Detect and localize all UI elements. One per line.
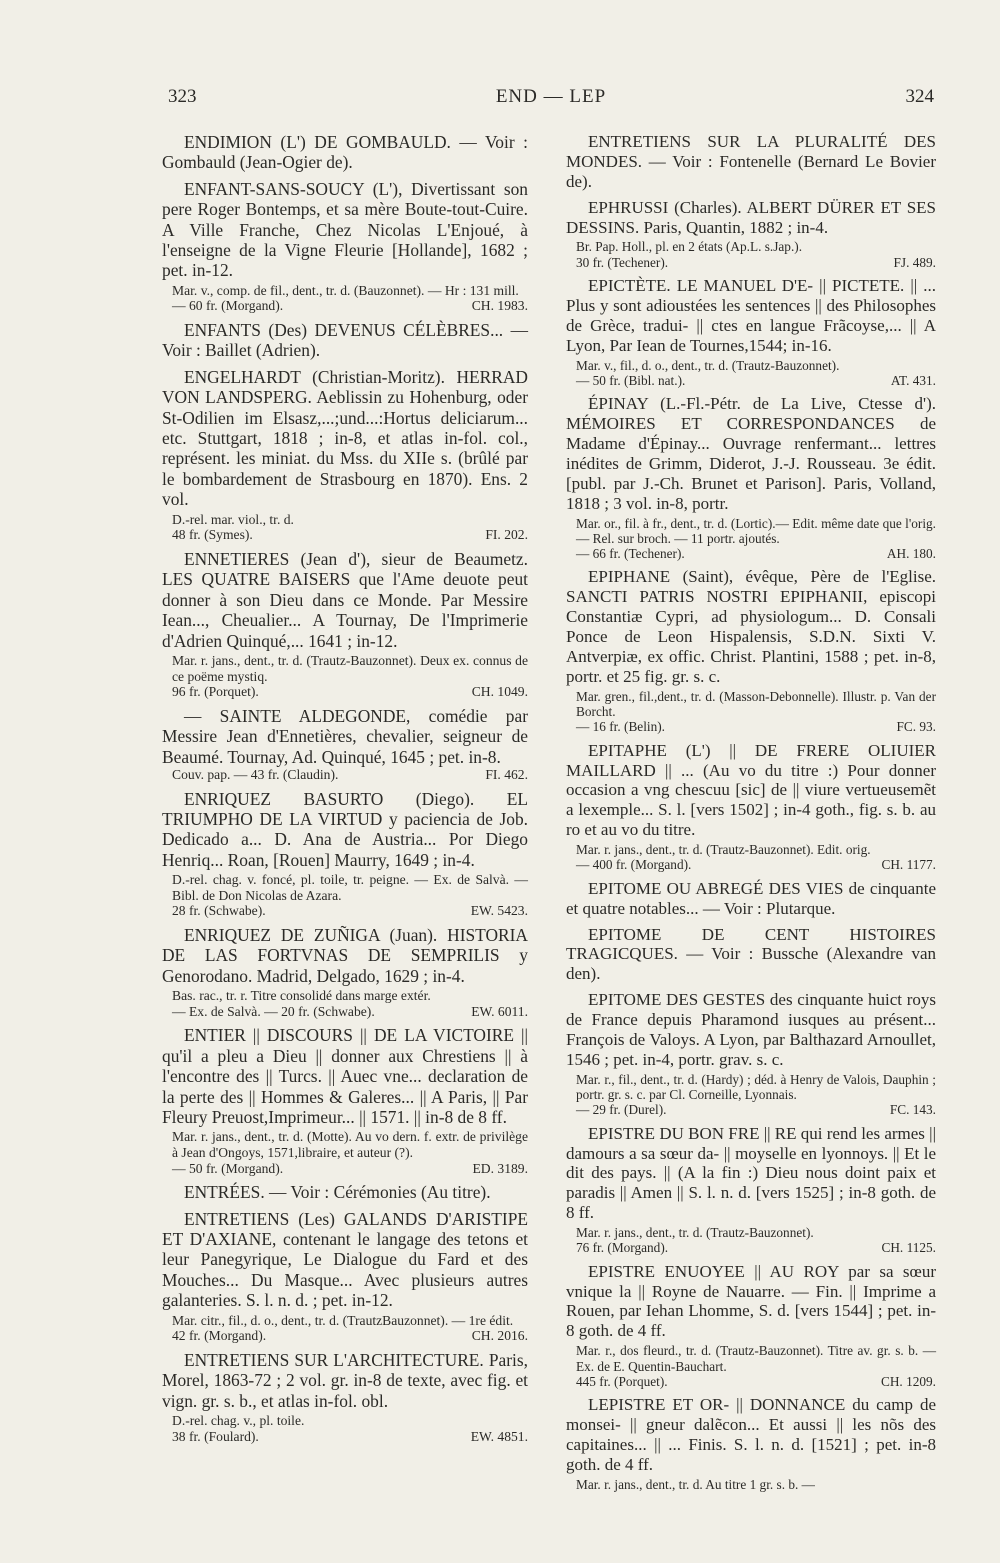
entry-price: 76 fr. (Morgand). xyxy=(576,1240,669,1256)
entry-description: ENDIMION (L') DE GOMBAULD. — Voir : Gombauld (Jean-Ogier de). xyxy=(162,132,528,173)
running-title: END — LEP xyxy=(495,86,607,107)
entry-sale xyxy=(566,1240,936,1255)
entry-reference: ED. 3189. xyxy=(472,1160,528,1176)
catalog-entry xyxy=(162,320,528,361)
running-header xyxy=(168,86,934,116)
catalog-entry xyxy=(162,179,528,314)
entry-binding-note: Mar. r. jans., dent., tr. d. (Motte). Au vo dern. f. extr. de privilège à Jean d'Ongoys, 1571,libraire, et auteur (?). xyxy=(172,1129,528,1160)
entry-binding-note: Mar. v., fil., d. o., dent., tr. d. (Trautz-Bauzonnet). xyxy=(576,357,840,373)
entry-sale xyxy=(162,1429,528,1445)
catalog-entry xyxy=(566,925,936,985)
entry-sale xyxy=(566,255,936,270)
entry-price: 48 fr. (Symes). xyxy=(172,527,253,543)
catalog-entry xyxy=(566,394,936,561)
entry-reference: EW. 5423. xyxy=(470,903,528,919)
entry-price: — Ex. de Salvà. — 20 fr. (Schwabe). xyxy=(172,1003,375,1019)
page-number-left: 323 xyxy=(168,86,197,107)
entry-binding-note: Mar. v., comp. de fil., dent., tr. d. (Bauzonnet). — Hr : 131 mill. xyxy=(172,282,519,298)
entry-reference: FC. 93. xyxy=(896,719,936,735)
entry-sale xyxy=(162,903,528,919)
entry-price: — 400 fr. (Morgand). xyxy=(576,857,692,873)
entry-price: — 60 fr. (Morgand). xyxy=(172,298,284,314)
entry-description: EPITAPHE (L') || DE FRERE OLIUIER MAILLARD || ... (Au vo du titre :) Pour donner occasion a vng chescuu [sic] de || viure vertueusemẽt a lexemple... S. l. [vers 1502] ; in-4 goth., fig. s. b. au ro et au vo du titre. xyxy=(566,740,936,840)
entry-binding-note: D.-rel. chag. v., pl. toile. xyxy=(172,1412,305,1428)
entry-price: — 29 fr. (Durel). xyxy=(576,1102,667,1118)
entry-description: ENTRÉES. — Voir : Cérémonies (Au titre). xyxy=(184,1182,491,1203)
entry-binding-note: Mar. citr., fil., d. o., dent., tr. d. (TrautzBauzonnet). — 1re édit. xyxy=(172,1312,514,1328)
catalog-entry xyxy=(566,1124,936,1256)
entry-sale xyxy=(162,527,528,543)
entry-description: EPITOME OU ABREGÉ DES VIES de cinquante et quatre notables... — Voir : Plutarque. xyxy=(566,878,936,918)
entry-binding-note: Mar. or., fil. à fr., dent., tr. d. (Lortic).— Edit. même date que l'orig. — Rel. sur broch. — 11 portr. ajoutés. xyxy=(576,515,936,546)
entry-description: ENRIQUEZ BASURTO (Diego). EL TRIUMPHO DE LA VIRTUD y paciencia de Job. Dedicado a... D. Ana de Austria... Por Diego Henriq... Roan, [Rouen] Maurry, 1649 ; in-4. xyxy=(162,788,528,870)
catalog-entry xyxy=(162,367,528,543)
catalog-entry xyxy=(566,1395,936,1492)
entry-reference: CH. 1125. xyxy=(881,1240,936,1256)
catalog-entry xyxy=(162,925,528,1019)
entry-reference: EW. 4851. xyxy=(470,1428,528,1444)
entry-reference: CH. 1049. xyxy=(471,684,528,700)
entry-description: ENTIER || DISCOURS || DE LA VICTOIRE || qu'il a pleu a Dieu || donner aux Chrestiens || à l'encontre des || Turcs. || Auec vne... declaration de la perte des || Hommes & Galeres... || A Paris, || Par Fleury Preuost,Imprimeur... || 1571. || in-8 de 8 ff. xyxy=(162,1025,528,1127)
entry-price: — 50 fr. (Morgand). xyxy=(172,1160,284,1176)
catalog-entry xyxy=(566,741,936,873)
entry-binding-note: Mar. r. jans., dent., tr. d. (Trautz-Bauzonnet). Edit. orig. xyxy=(576,842,871,858)
entry-reference: FJ. 489. xyxy=(893,254,936,270)
entry-description: ENFANT-SANS-SOUCY (L'), Divertissant son pere Roger Bontemps, et sa mère Boute-tout-Cuire. A Ville Franche, Chez Nicolas L'Enjoué, à l'enseigne de la Vigne Fleurie [Hollande], 1682 ; pet. in-12. xyxy=(162,178,528,281)
page-number-right: 324 xyxy=(905,86,934,107)
entry-binding-note: Br. Pap. Holl., pl. en 2 états (Ap.L. s.Jap.). xyxy=(576,239,803,255)
catalog-entry xyxy=(566,567,936,734)
entry-sale xyxy=(566,857,936,872)
left-column xyxy=(162,132,528,1450)
entry-binding-note: Mar. r. jans., dent., tr. d. (Trautz-Bauzonnet). xyxy=(576,1225,814,1241)
entry-price: — 16 fr. (Belin). xyxy=(576,719,666,735)
entry-price: 96 fr. (Porquet). xyxy=(172,684,259,700)
entry-binding-note: Bas. rac., tr. r. Titre consolidé dans marge extér. xyxy=(172,988,431,1004)
catalog-entry xyxy=(162,1182,528,1202)
catalog-entry xyxy=(566,132,936,192)
catalog-entry xyxy=(566,990,936,1117)
entry-description: ENRIQUEZ DE ZUÑIGA (Juan). HISTORIA DE LAS FORTVNAS DE SEMPRILIS y Genorodano. Madrid, Delgado, 1629 ; in-4. xyxy=(162,924,528,986)
entry-description: ENTRETIENS SUR LA PLURALITÉ DES MONDES. — Voir : Fontenelle (Bernard Le Bovier de). xyxy=(566,132,936,191)
entry-reference: CH. 1177. xyxy=(881,857,936,873)
entry-description: ÉPINAY (L.-Fl.-Pétr. de La Live, Ctesse d'). MÉMOIRES ET CORRESPONDANCES de Madame d'Épinay... Ouvrage renfermant... lettres inédites de Grimm, Diderot, J.-J. Rousseau. 3e édit. [publ. par J.-Ch. Brunet et Parison]. Paris, Volland, 1818 ; 3 vol. in-8, portr. xyxy=(566,394,936,513)
entry-description: EPITOME DE CENT HISTOIRES TRAGICQUES. — Voir : Bussche (Alexandre van den). xyxy=(566,924,936,984)
catalog-entry xyxy=(566,879,936,919)
entry-price: 445 fr. (Porquet). xyxy=(576,1373,668,1389)
entry-sale xyxy=(566,546,936,561)
entry-sale xyxy=(162,298,528,314)
entry-sale xyxy=(566,1102,936,1117)
entry-reference: CH. 2016. xyxy=(471,1328,528,1344)
entry-description: — SAINTE ALDEGONDE, comédie par Messire Jean d'Ennetières, chevalier, seigneur de Beaumé. Tournay, Ad. Quinqué, 1645 ; pet. in-8. xyxy=(162,705,528,767)
entry-price: — 66 fr. (Techener). xyxy=(576,546,685,562)
entry-description: ENFANTS (Des) DEVENUS CÉLÈBRES... — Voir : Baillet (Adrien). xyxy=(162,320,528,361)
entry-description: EPISTRE DU BON FRE || RE qui rend les armes || damours a sa sœur da- || moyselle en lyonnoys. || Et le dit des pays. || (A la fin :) Dieu nous doint paix et paradis || Amen || S. l. n. d. [vers 1525] ; in-8 goth. de 8 ff. xyxy=(566,1123,936,1223)
entry-binding-note: Mar. r. jans., dent., tr. d. Au titre 1 gr. s. b. — xyxy=(576,1476,815,1492)
entry-price: 42 fr. (Morgand). xyxy=(172,1328,267,1344)
catalog-entry xyxy=(162,1209,528,1344)
entry-reference: FC. 143. xyxy=(889,1102,936,1118)
entry-sale xyxy=(162,1161,528,1177)
entry-sale xyxy=(162,1004,528,1020)
entry-description: ENNETIERES (Jean d'), sieur de Beaumetz. LES QUATRE BAISERS que l'Ame deuote peut donner à son Dieu dans ce Monde. Par Messire Iean..., Cheualier... A Tournay, De l'Imprimerie d'Adrien Quinqué,... 1641 ; in-12. xyxy=(162,548,528,651)
entry-price: 28 fr. (Schwabe). xyxy=(172,903,266,919)
entry-reference: FI. 462. xyxy=(485,766,528,782)
entry-price: 30 fr. (Techener). xyxy=(576,254,669,270)
entry-description: EPIPHANE (Saint), évêque, Père de l'Eglise. SANCTI PATRIS NOSTRI EPIPHANII, episcopi Constantiæ Cypri, ad physiologum... D. Consali Ponce de Leon Hispalensis, S.D.N. Sixti V. Antverpiæ, ex offic. Christ. Plantini, 1588 ; pet. in-8, portr. et 25 fig. gr. s. c. xyxy=(566,567,936,686)
entry-description: EPHRUSSI (Charles). ALBERT DÜRER ET SES DESSINS. Paris, Quantin, 1882 ; in-4. xyxy=(566,197,936,237)
entry-description: LEPISTRE ET OR- || DONNANCE du camp de monsei- || gneur dalẽcon... Et aussi || les nõs des capitaines... || ... Finis. S. l. n. d. [1521] ; pet. in-8 goth. de 4 ff. xyxy=(566,1395,936,1474)
catalog-entry xyxy=(162,1025,528,1176)
catalog-entry xyxy=(566,198,936,270)
right-column xyxy=(566,132,936,1498)
catalog-entry xyxy=(162,132,528,173)
entry-sale xyxy=(566,1374,936,1389)
catalog-entry xyxy=(162,549,528,700)
entry-price: Couv. pap. — 43 fr. (Claudin). xyxy=(172,766,339,782)
catalog-entry xyxy=(162,789,528,919)
catalog-entry xyxy=(162,706,528,783)
entry-binding-note: Mar. gren., fil.,dent., tr. d. (Masson-Debonnelle). Illustr. p. Van der Borcht. xyxy=(576,688,936,720)
entry-sale xyxy=(566,373,936,388)
entry-binding-note: Mar. r., fil., dent., tr. d. (Hardy) ; déd. à Henry de Valois, Dauphin ; portr. gr. s. c. par Cl. Corneille, Lyonnais. xyxy=(576,1071,936,1103)
entry-sale xyxy=(162,684,528,700)
catalog-entry xyxy=(566,1262,936,1389)
entry-binding-note: D.-rel. mar. viol., tr. d. xyxy=(172,511,294,527)
catalog-entry xyxy=(162,1350,528,1444)
entry-price: — 50 fr. (Bibl. nat.). xyxy=(576,372,686,388)
entry-price: 38 fr. (Foulard). xyxy=(172,1428,259,1444)
entry-sale xyxy=(162,1328,528,1344)
entry-description: EPISTRE ENUOYEE || AU ROY par sa sœur vnique la || Royne de Nauarre. — Fin. || Imprime a Rouen, par Iehan Lhomme, S. d. [vers 1544] ; pet. in-8 goth. de 4 ff. xyxy=(566,1261,936,1341)
entry-reference: FI. 202. xyxy=(485,527,528,543)
entry-reference: EW. 6011. xyxy=(471,1003,528,1019)
entry-binding-note: D.-rel. chag. v. foncé, pl. toile, tr. peigne. — Ex. de Salvà. — Bibl. de Don Nicolas de Azara. xyxy=(172,872,528,903)
entry-binding-note: Mar. r., dos fleurd., tr. d. (Trautz-Bauzonnet). Titre av. gr. s. b. — Ex. de E. Quentin-Bauchart. xyxy=(576,1343,936,1374)
entry-reference: AH. 180. xyxy=(886,546,936,562)
entry-binding-note: Mar. r. jans., dent., tr. d. (Trautz-Bauzonnet). Deux ex. connus de ce poëme mystiq. xyxy=(172,652,528,684)
entry-sale xyxy=(566,719,936,734)
entry-description: ENTRETIENS SUR L'ARCHITECTURE. Paris, Morel, 1863-72 ; 2 vol. gr. in-8 de texte, avec fig. et vign. gr. s. b., et atlas in-fol. obl. xyxy=(162,1349,528,1411)
entry-description: ENTRETIENS (Les) GALANDS D'ARISTIPE ET D'AXIANE, contenant le langage des tetons et leur Panegyrique, Le Dialogue du Fard et des Mouches... Du Masque... Avec plusieurs autres galanteries. S. l. n. d. ; pet. in-12. xyxy=(162,1208,528,1311)
entry-reference: CH. 1209. xyxy=(880,1373,936,1389)
entry-description: EPITOME DES GESTES des cinquante huict roys de France depuis Pharamond iusques au présent... François de Valoys. A Lyon, par Balthazard Arnoullet, 1546 ; pet. in-4, portr. grav. s. c. xyxy=(566,990,936,1069)
entry-reference: AT. 431. xyxy=(890,372,936,388)
entry-description: EPICTÈTE. LE MANUEL D'E- || PICTETE. || ... Plus y sont adioustées les sentences || des Philosophes de Grèce, tradui- || ctes en langue Frãcoyse,... || A Lyon, Par Iean de Tournes,1544; in-16. xyxy=(566,276,936,355)
entry-reference: CH. 1983. xyxy=(471,298,528,314)
entry-description: ENGELHARDT (Christian-Moritz). HERRAD VON LANDSPERG. Aeblissin zu Hohenburg, oder St-Odilien im Elsasz,...;und...:Hortus deliciarum... etc. Stuttgart, 1818 ; in-8, et atlas in-fol. col., représent. les miniat. du Mss. du XIIe s. (brûlé par le bombardement de Strasbourg en 1870). Ens. 2 vol. xyxy=(162,366,528,510)
entry-sale xyxy=(162,767,528,783)
catalog-entry xyxy=(566,276,936,388)
